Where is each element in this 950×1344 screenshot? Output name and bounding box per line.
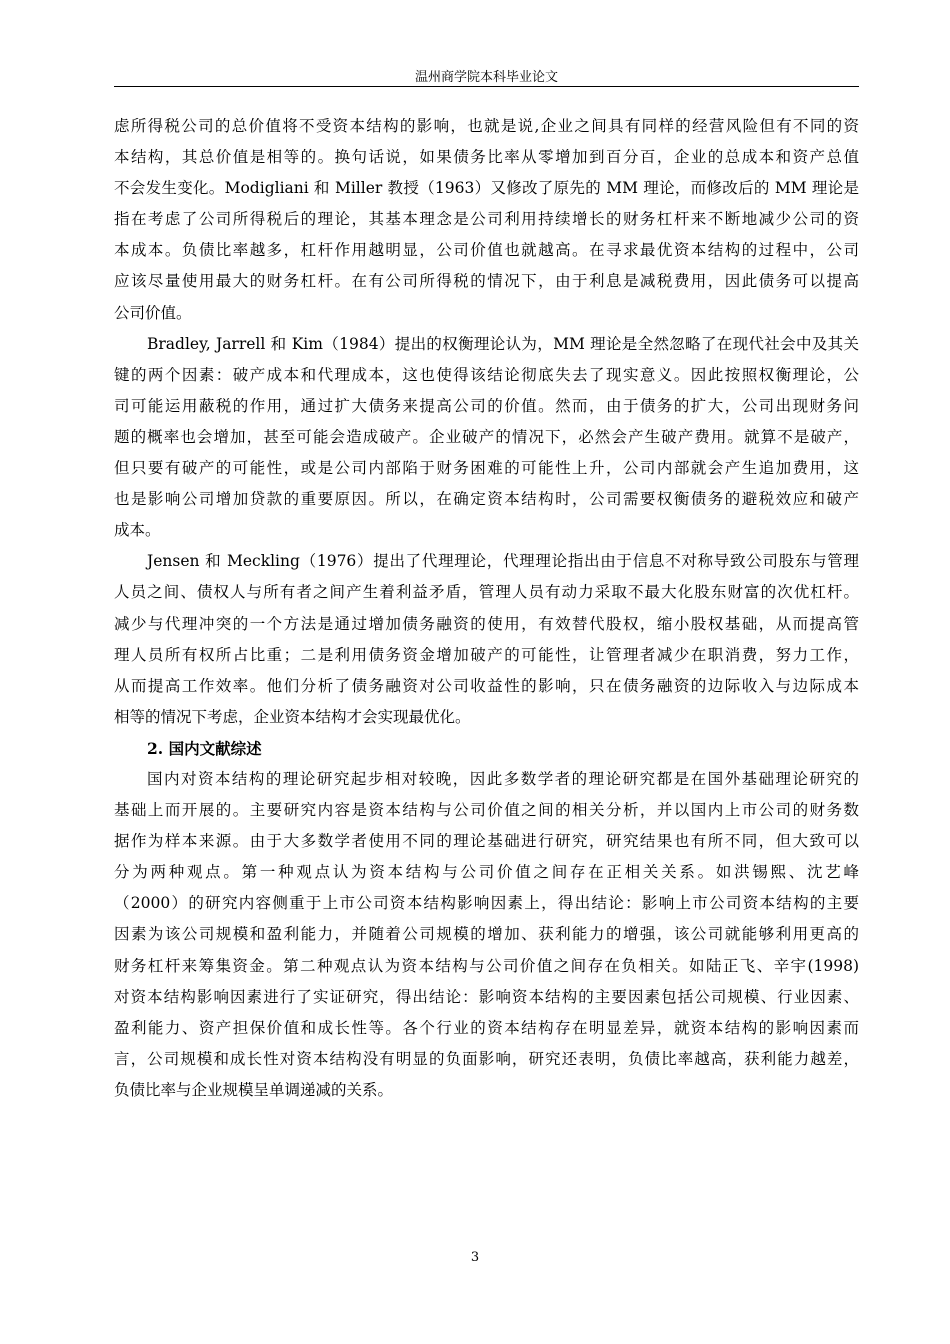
text-line: Bradley, Jarrell 和 Kim（1984）提出的权衡理论认为，MM 理论是全然忽略了在现代社会中及其关 (147, 334, 859, 353)
text-line: 公司价值。 (114, 303, 192, 322)
paragraph (114, 546, 859, 733)
text-line: 不会发生变化。Modigliani 和 Miller 教授（1963）又修改了原先的 MM 理论，而修改后的 MM 理论是 (114, 179, 859, 198)
text-line: 从而提高工作效率。他们分析了债务融资对公司收益性的影响，只在债务融资的边际收入与边际成本 (114, 676, 859, 695)
text-line: 因素为该公司规模和盈利能力，并随着公司规模的增加、获利能力的增强，该公司就能够利用更高的 (114, 925, 859, 944)
page-header: 温州商学院本科毕业论文 (414, 70, 558, 85)
text-line: 盈利能力、资产担保价值和成长性等。各个行业的资本结构存在明显差异，就资本结构的影响因素而 (114, 1018, 859, 1037)
text-line: 基础上而开展的。主要研究内容是资本结构与公司价值之间的相关分析，并以国内上市公司的财务数 (114, 801, 859, 820)
text-line: 题的概率也会增加，甚至可能会造成破产。企业破产的情况下，必然会产生破产费用。就算不是破产， (114, 427, 859, 446)
paragraph (114, 329, 859, 547)
text-line: 言，公司规模和成长性对资本结构没有明显的负面影响，研究还表明，负债比率越高，获利能力越差， (114, 1049, 859, 1068)
document-body (114, 111, 859, 1106)
paragraph (114, 764, 859, 1106)
text-line: （2000）的研究内容侧重于上市公司资本结构影响因素上，得出结论：影响上市公司资本结构的主要 (114, 894, 859, 913)
text-line: 人员之间、债权人与所有者之间产生着利益矛盾，管理人员有动力采取不最大化股东财富的次优杠杆。 (114, 583, 859, 602)
text-line: 据作为样本来源。由于大多数学者使用不同的理论基础进行研究，研究结果也有所不同，但大致可以 (114, 832, 859, 851)
text-line: 键的两个因素：破产成本和代理成本，这也使得该结论彻底失去了现实意义。因此按照权衡理论，公 (114, 365, 859, 384)
text-line: 减少与代理冲突的一个方法是通过增加债务融资的使用，有效替代股权，缩小股权基础，从而提高管 (114, 614, 859, 633)
text-line: 负债比率与企业规模呈单调递减的关系。 (114, 1080, 394, 1099)
text-line: 国内对资本结构的理论研究起步相对较晚，因此多数学者的理论研究都是在国外基础理论研究的 (147, 769, 859, 788)
header-rule (114, 86, 859, 87)
text-line: 财务杠杆来筹集资金。第二种观点认为资本结构与公司价值之间存在负相关。如陆正飞、辛宇(1998) (114, 956, 859, 975)
text-line: 也是影响公司增加贷款的重要原因。所以，在确定资本结构时，公司需要权衡债务的避税效应和破产 (114, 490, 859, 509)
text-line: Jensen 和 Meckling（1976）提出了代理理论，代理理论指出由于信息不对称导致公司股东与管理 (147, 552, 859, 571)
text-line: 应该尽量使用最大的财务杠杆。在有公司所得税的情况下，由于利息是减税费用，因此债务可以提高 (114, 272, 859, 291)
text-line: 本结构，其总价值是相等的。换句话说，如果债务比率从零增加到百分百，企业的总成本和资产总值 (114, 148, 859, 167)
text-line: 本成本。负债比率越多，杠杆作用越明显，公司价值也就越高。在寻求最优资本结构的过程中，公司 (114, 241, 859, 260)
text-line: 成本。 (114, 521, 161, 540)
page-number: 3 (470, 1250, 480, 1265)
text-line: 相等的情况下考虑，企业资本结构才会实现最优化。 (114, 707, 471, 726)
text-line: 分为两种观点。第一种观点认为资本结构与公司价值之间存在正相关关系。如洪锡熙、沈艺峰 (114, 863, 859, 882)
text-line: 对资本结构影响因素进行了实证研究，得出结论：影响资本结构的主要因素包括公司规模、行业因素、 (114, 987, 859, 1006)
section-heading: 2. 国内文献综述 (147, 738, 262, 758)
text-line: 指在考虑了公司所得税后的理论，其基本理念是公司利用持续增长的财务杠杆来不断地减少公司的资 (114, 210, 859, 229)
text-line: 理人员所有权所占比重；二是利用债务资金增加破产的可能性，让管理者减少在职消费，努力工作， (114, 645, 859, 664)
text-line: 虑所得税公司的总价值将不受资本结构的影响，也就是说,企业之间具有同样的经营风险但有不同的资 (114, 117, 859, 135)
text-line: 司可能运用蔽税的作用，通过扩大债务来提高公司的价值。然而，由于债务的扩大，公司出现财务问 (114, 396, 859, 415)
paragraph (114, 111, 859, 329)
text-line: 但只要有破产的可能性，或是公司内部陷于财务困难的可能性上升，公司内部就会产生追加费用，这 (114, 459, 859, 478)
